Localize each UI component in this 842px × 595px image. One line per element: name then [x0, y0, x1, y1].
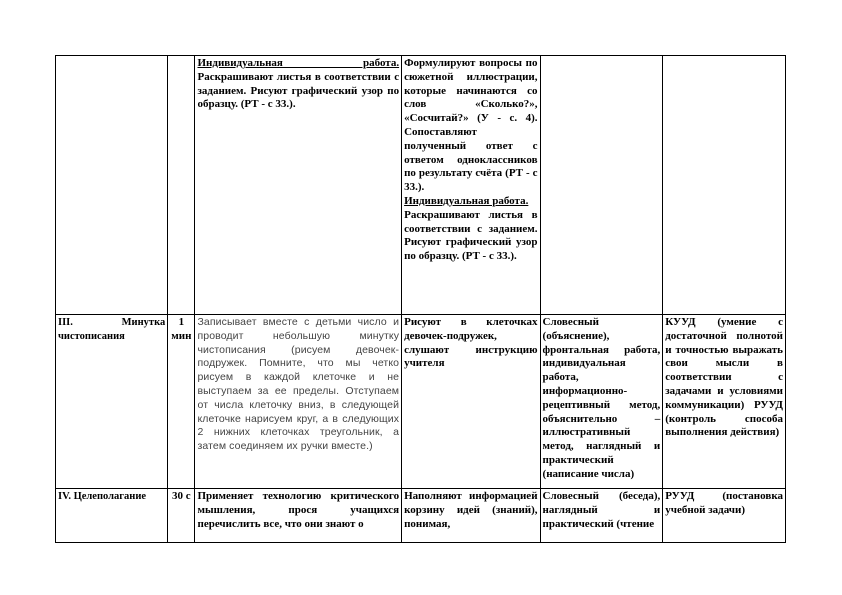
time-value: 30 с [172, 490, 191, 502]
table-row [56, 56, 786, 315]
teacher-activity-text: Записывает вместе с детьми число и проводит небольшую минутку чистописания (рисуем девочек-подружек. Помните, что мы четко рисуем в каждой клеточке и не выступаем за ее пределы. Отступаем от числа клеточку вниз, в следующей клеточке нарисуем круг, а в следующих 2 нижних клеточках треугольник, а затем соединяем их ручки вместе.) [197, 316, 400, 453]
student-task-text: Раскрашивают листья в соответствии с заданием. Рисуют графический узор по образцу. (РТ - с 33.). [404, 208, 538, 263]
time-cell [168, 489, 195, 543]
time-value: 1 мин [171, 316, 192, 342]
student-activity-cell [402, 56, 540, 315]
stage-cell [56, 56, 168, 315]
teacher-activity-cell [195, 56, 402, 315]
uud-cell [663, 315, 786, 489]
student-activity-cell [402, 315, 540, 489]
methods-text: Словесный (объяснение), фронтальная работа, индивидуальная работа, информационно-рецептивный метод, объяснительно – иллюстративный метод, наглядный и практический (написание числа) [542, 316, 661, 480]
stage-cell [56, 315, 168, 489]
student-task-title: Индивидуальная работа. [404, 194, 529, 207]
time-cell [168, 56, 195, 315]
student-activity-text: Формулируют вопросы по сюжетной иллюстрации, которые начинаются со слов «Сколько?», «Сосчитай?» (У - с. 4). Сопоставляют полученный ответ с ответом одноклассников по результату счёта (РТ - с 33.). [404, 57, 538, 194]
methods-cell [540, 315, 663, 489]
table-row [56, 489, 786, 543]
stage-title: IV. Целеполагание [58, 491, 147, 502]
student-activity-text: Рисуют в клеточках девочек-подружек, слушают инструкцию учителя [404, 316, 538, 370]
teacher-activity-cell [195, 315, 402, 489]
student-activity-cell [402, 489, 540, 543]
table-row [56, 315, 786, 489]
methods-cell [540, 489, 663, 543]
methods-text: Словесный (беседа), наглядный и практический (чтение [542, 490, 661, 530]
methods-cell [540, 56, 663, 315]
teacher-activity-text: Применяет технологию критического мышления, прося учащихся перечислить все, что они знают о [197, 490, 400, 530]
stage-title: III. Минутка чистописания [58, 317, 166, 342]
teacher-task-text: Раскрашивают листья в соответствии с заданием. Рисуют графический узор по образцу. (РТ - с 33.). [197, 70, 400, 111]
uud-cell [663, 489, 786, 543]
time-cell [168, 315, 195, 489]
lesson-plan-table [55, 55, 786, 543]
teacher-activity-cell [195, 489, 402, 543]
stage-cell [56, 489, 168, 543]
uud-text: РУУД (постановка учебной задачи) [665, 490, 783, 516]
teacher-task-title: Индивидуальная работа. [197, 57, 400, 69]
uud-text: КУУД (умение с достаточной полнотой и точностью выражать свои мысли в соответствии с задачами и условиями коммуникации) РУУД (контроль способа выполнения действия) [665, 316, 783, 439]
student-activity-text: Наполняют информацией корзину идей (знаний), понимая, [404, 490, 538, 530]
uud-cell [663, 56, 786, 315]
